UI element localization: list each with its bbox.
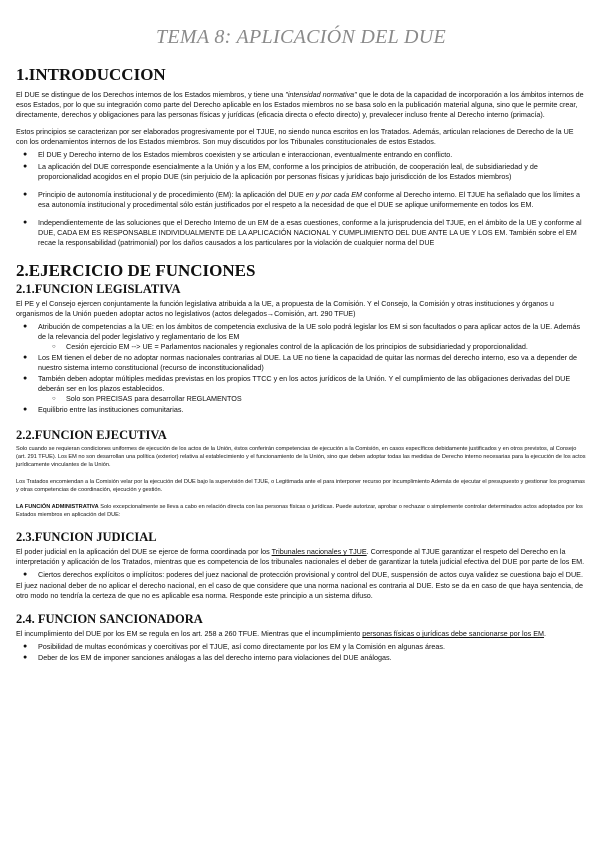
bullet-icon: ● (23, 571, 28, 578)
bullet-icon: ● (23, 163, 28, 170)
bullet-icon: ● (23, 406, 28, 413)
intensidad-normativa-quote: "intensidad normativa" (285, 90, 357, 99)
list-item: ○ Solo son PRECISAS para desarrollar REGLAMENTOS (52, 394, 242, 403)
circle-bullet-icon: ○ (52, 344, 56, 350)
ejecutiva-paragraph-1: Solo cuando se requieran condiciones uniformes de ejecución de los actos de la Unión, éstos conferirán competencias de ejecución a la Comisión, en casos específicos debidamente justificados y en otros previstos, al Consejo (art. 291 TFUE). Los EM no son desarrollan una política (exterior) relativa al establecimiento y el funcionamiento de la Unión, sino que deben adoptar todas las medidas de Derecho interno necesarias para la ejecución de los actos jurídicamente vinculantes de la Unión. (16, 446, 586, 468)
sancionadora-bullet-list (16, 642, 586, 663)
list-item: ● También deben adoptar múltiples medidas previstas en los propios TTCC y en los actos jurídicos de la Unión. Y el cumplimiento de las obligaciones derivadas del DUE deberán ser en los plazos establecidos. ○ Solo son PRECISAS para desarrollar REGLAMENTOS (38, 374, 586, 404)
judicial-bullet-list (16, 570, 586, 580)
list-item: ● Ciertos derechos explícitos o implícitos: poderes del juez nacional de protección provisional y control del DUE, suspensión de actos cuya validez se cuestiona bajo el DUE. (23, 570, 583, 579)
list-item: ● El DUE y Derecho interno de los Estados miembros coexisten y se articulan e interaccionan, eventualmente entrando en conflicto. (23, 150, 453, 159)
list-item: ● Principio de autonomía institucional y de procedimiento (EM): la aplicación del DUE en y por cada EM conforme al Derecho interno. El TJUE ha señalado que los límites a esa autonomía institucional y procedimental sólo están justificados por el respeto a la necesidad de que el DUE se aplique uniformemente en todos los EM. (23, 190, 581, 209)
ejecutiva-paragraph-3: LA FUNCIÓN ADMINISTRATIVA Solo excepcionalmente se lleva a cabo en relación directa con las personas físicas o jurídicas. Puede autorizar, aprobar o rechazar o simplemente controlar determinados actos adoptados por los Estados miembros en aplicación del DUE: (16, 504, 583, 518)
sancionadora-paragraph: El incumplimiento del DUE por los EM se regula en los art. 258 a 260 TFUE. Mientras que el incumplimiento personas físicas o jurídicas debe sancionarse por los EM. (16, 629, 547, 638)
bullet-icon: ● (23, 375, 28, 382)
legislativa-paragraph: El PE y el Consejo ejercen conjuntamente la función legislativa atribuida a la UE, a propuesta de la Comisión. Y el Consejo, la Comisión y otras instituciones y órganos u organismos de la Unión pueden adoptar actos no legislativos (actos delegados→Comisión, art. 290 TFUE) (16, 299, 554, 318)
list-item: ● Los EM tienen el deber de no adoptar normas nacionales contrarias al DUE. La UE no tiene la capacidad de quitar las normas del derecho interno, eso va a depender de nuestro sistema interno constitucional (recurso de inconstitucionalidad) (23, 353, 577, 372)
judicial-paragraph-2: El juez nacional deber de no aplicar el derecho nacional, en el caso de que considere que una norma nacional es contraria al DUE. Esto se da en caso de que haya sentencia, de otro modo no tendría la certeza de que no es aplicable esa norma. Responde este principio a un sistema difuso. (16, 581, 583, 600)
bullet-icon: ● (23, 643, 28, 650)
judicial-paragraph-1: El poder judicial en la aplicación del DUE se ejerce de forma coordinada por los Tribunales nacionales y TJUE. Corresponde al TJUE garantizar el respeto del Derecho en la interpretación y aplicación de los Tratados, mientras que es competencia de los tribunales nacionales el deber de garantizar la tutela judicial efectiva del DUE por parte de los EM. (16, 547, 585, 566)
list-item: ○ Cesión ejercicio EM --> UE = Parlamentos nacionales y regionales control de la aplicación de los principios de subsidiariedad y proporcionalidad. (52, 342, 528, 351)
list-item: ● Posibilidad de multas económicas y coercitivas por el TJUE, así como directamente por los EM y la Comisión en algunas áreas. (23, 642, 445, 651)
ejecutiva-paragraph-2: Los Tratados encomiendan a la Comisión velar por la ejecución del DUE bajo la supervisión del TJUE, o Legitimada ante el para interponer recurso por incumplimiento Además de ejecutar el presupuesto y gestionar los programas y otras competencias de coordinación, ejecución y gestión. (16, 479, 585, 493)
list-item: ● Deber de los EM de imponer sanciones análogas a las del derecho interno para violaciones del DUE análogas. (23, 653, 392, 662)
circle-bullet-icon: ○ (52, 396, 56, 402)
legislativa-bullet-list (16, 322, 586, 415)
bullet-icon: ● (23, 354, 28, 361)
subsection-heading-legislativa: 2.1.FUNCION LEGISLATIVA (16, 282, 181, 296)
document-title: TEMA 8: APLICACIÓN DEL DUE (155, 26, 447, 48)
subsection-heading-sancionadora: 2.4. FUNCION SANCIONADORA (16, 612, 203, 626)
bullet-icon: ● (23, 654, 28, 661)
bullet-icon: ● (23, 219, 28, 226)
list-item: ● La aplicación del DUE corresponde esencialmente a la Unión y a los EM, conforme a los principios de atribución, de cooperación leal, de subsidiariedad y de proporcionalidad acogidos en el propio DUE (sin perjuicio de la aplicación por personas físicas y jurídicas bajo jurisdicción de los Estados miembros) (23, 162, 538, 181)
bullet-icon: ● (23, 151, 28, 158)
list-item: ● Atribución de competencias a la UE: en los ámbitos de competencia exclusiva de la UE solo podrá legislar los EM si son facultados o para aplicar actos de la UE. Además de la relevancia del poder legislativo y reglamentario de los EM ○ Cesión ejercicio EM --> UE = Parlamentos nacionales y regionales control de la aplicación de los principios de subsidiariedad y proporcionalidad. (38, 322, 586, 352)
section-heading-introduccion: 1.INTRODUCCION (16, 65, 166, 84)
subsection-heading-judicial: 2.3.FUNCION JUDICIAL (16, 530, 157, 544)
intro-bullet-list (16, 150, 586, 248)
intro-paragraph-2: Estos principios se caracterizan por ser elaborados progresivamente por el TJUE, no siendo nunca escritos en los Tratados. Además, articulan relaciones de Derecho de la UE con los ordenamientos internos de los Estados miembros. Son muy discutidos por los Tribunales constitucionales de estos Estados. (16, 127, 574, 146)
funcion-administrativa-label: LA FUNCIÓN ADMINISTRATIVA (16, 504, 99, 510)
list-item: ● Equilibrio entre las instituciones comunitarias. (23, 405, 184, 414)
intro-paragraph-1: El DUE se distingue de los Derechos internos de los Estados miembros, y tiene una "intensidad normativa" que le dota de la capacidad de incorporación a los ámbitos internos de esos Estados, por lo que su integración como parte del Derecho aplicable en los Estados miembros no se basa solo en la publicación material alguna, sino que le permite crear, directamente, derechos y obligaciones para las personas físicas y jurídicas (eficacia directa o efecto directo) y, prevalecer incluso frente al Derecho interno (primacía). (16, 90, 584, 119)
bullet-icon: ● (23, 191, 28, 198)
bullet-icon: ● (23, 323, 28, 330)
section-heading-ejercicio-funciones: 2.EJERCICIO DE FUNCIONES (16, 261, 256, 280)
subsection-heading-ejecutiva: 2.2.FUNCION EJECUTIVA (16, 428, 167, 442)
list-item: ● Independientemente de las soluciones que el Derecho Interno de un EM de a esas cuestiones, conforme a la jurisprudencia del TJUE, en el ámbito de la UE y conforme al DUE, CADA EM ES RESPONSABLE INDIVIDUALMENTE DE LA APLICACIÓN NACIONAL Y CUMPLIMIENTO DEL DUE ANTE LA UE Y LOS EM. También sobre el EM recae la responsabilidad (patrimonial) por los daños causados a los particulares por la violación de cualquier norma del DUE (23, 218, 582, 247)
